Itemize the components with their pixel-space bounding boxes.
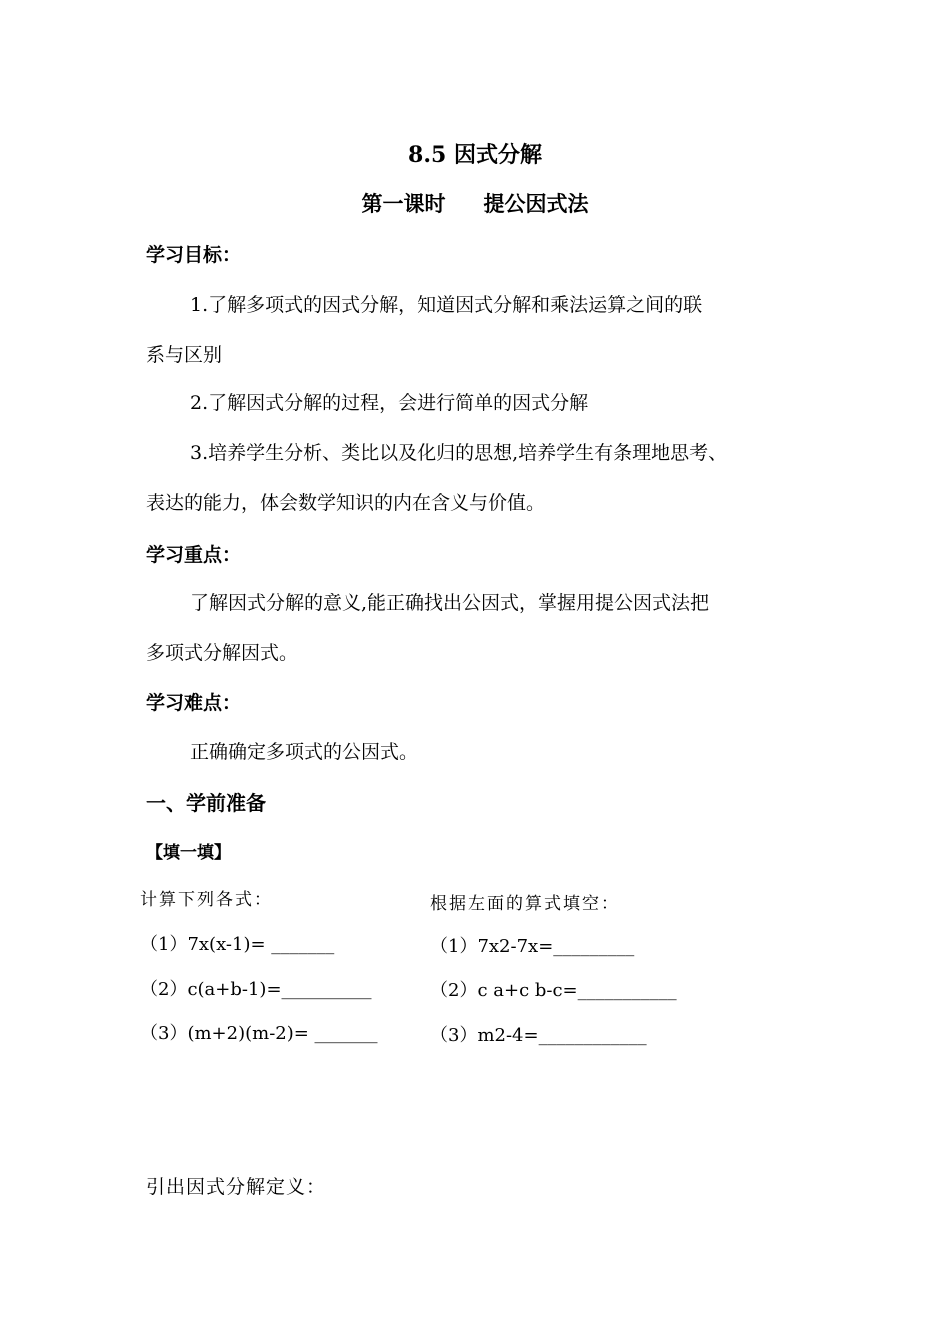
section1-heading: 一、学前准备 <box>146 791 266 815</box>
question-expression: m2-4=____________ <box>477 1025 647 1046</box>
left-column-title: 计算下列各式： <box>140 890 273 910</box>
question-expression: (m+2)(m-2)= _______ <box>187 1023 378 1044</box>
question-expression: 7x(x-1)= _______ <box>187 934 335 955</box>
question-number: （1） <box>140 934 188 955</box>
right-question-2 <box>430 976 677 1002</box>
question-number: （3） <box>140 1023 188 1044</box>
right-question-1 <box>430 932 634 958</box>
left-question-3 <box>140 1019 378 1045</box>
question-expression: c(a+b-1)=__________ <box>187 979 372 1000</box>
right-column-title: 根据左面的算式填空： <box>430 894 620 914</box>
question-number: （1） <box>430 936 478 957</box>
definition-prompt: 引出因式分解定义： <box>146 1176 327 1198</box>
objective-1-line1: 1.了解多项式的因式分解，知道因式分解和乘法运算之间的联 <box>190 294 703 316</box>
question-number: （2） <box>140 979 188 1000</box>
question-number: （2） <box>430 980 478 1001</box>
left-question-1 <box>140 930 334 956</box>
left-question-2 <box>140 975 372 1001</box>
difficulties-heading: 学习难点： <box>146 692 242 714</box>
keypoints-heading: 学习重点： <box>146 544 242 566</box>
lesson-number: 第一课时 <box>361 191 446 216</box>
fill-label: 【填一填】 <box>146 843 231 863</box>
objective-3-line1: 3.培养学生分析、类比以及化归的思想,培养学生有条理地思考、 <box>190 442 728 464</box>
objective-3-line2: 表达的能力，体会数学知识的内在含义与价值。 <box>146 492 546 514</box>
keypoints-line1: 了解因式分解的意义,能正确找出公因式，掌握用提公因式法把 <box>190 592 710 614</box>
page-title: 8.5 因式分解 <box>408 142 542 168</box>
objective-2: 2.了解因式分解的过程，会进行简单的因式分解 <box>190 392 589 414</box>
question-expression: c a+c b-c=___________ <box>477 980 677 1001</box>
right-question-3 <box>430 1021 647 1047</box>
objective-1-line2: 系与区别 <box>146 344 223 366</box>
lesson-subtitle <box>0 188 950 218</box>
keypoints-line2: 多项式分解因式。 <box>146 642 299 664</box>
question-number: （3） <box>430 1025 478 1046</box>
objectives-heading: 学习目标： <box>146 244 242 266</box>
lesson-topic: 提公因式法 <box>483 191 589 216</box>
difficulties-line1: 正确确定多项式的公因式。 <box>190 741 419 763</box>
question-expression: 7x2-7x=_________ <box>477 936 635 957</box>
